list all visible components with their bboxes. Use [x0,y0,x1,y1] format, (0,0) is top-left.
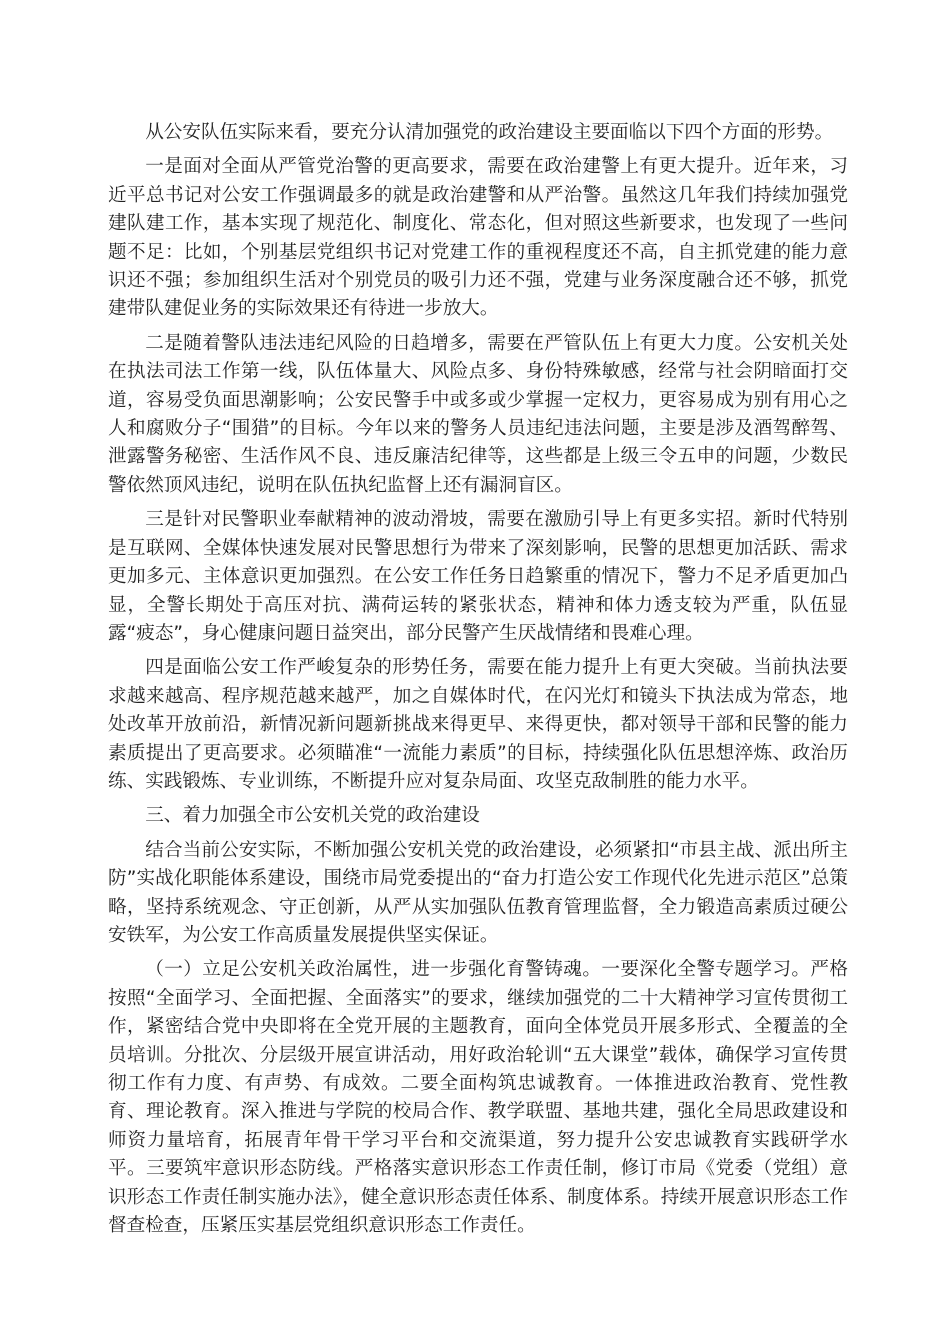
paragraph-subsection-1: （一）立足公安机关政治属性，进一步强化育警铸魂。一要深化全警专题学习。严格按照“全面学习、全面把握、全面落实”的要求，继续加强党的二十大精神学习宣传贯彻工作，紧密结合党中央即将在全党开展的主题教育，面向全体党员开展多形式、全覆盖的全员培训。分批次、分层级开展宣讲活动，用好政治轮训“五大课堂”载体，确保学习宣传贯彻工作有力度、有声势、有成效。二要全面构筑忠诚教育。一体推进政治教育、党性教育、理论教育。深入推进与学院的校局合作、教学联盟、基地共建，强化全局思政建设和师资力量培育，拓展青年骨干学习平台和交流渠道，努力提升公安忠诚教育实践研学水平。三要筑牢意识形态防线。严格落实意识形态工作责任制，修订市局《党委（党组）意识形态工作责任制实施办法》，健全意识形态责任体系、制度体系。持续开展意识形态工作督查检查，压紧压实基层党组织意识形态工作责任。 [108,959,848,1237]
paragraph-intro: 从公安队伍实际来看，要充分认清加强党的政治建设主要面临以下四个方面的形势。 [145,122,834,143]
paragraph-point-1: 一是面对全面从严管党治警的更高要求，需要在政治建警上有更大提升。近年来，习近平总书记对公安工作强调最多的就是政治建警和从严治警。虽然这几年我们持续加强党建队建工作，基本实现了规范化、制度化、常态化，但对照这些新要求，也发现了一些问题不足：比如，个别基层党组织书记对党建工作的重视程度还不高，自主抓党建的能力意识还不强；参加组织生活对个别党员的吸引力还不强，党建与业务深度融合还不够，抓党建带队建促业务的实际效果还有待进一步放大。 [108,156,848,320]
section-heading-3: 三、着力加强全市公安机关党的政治建设 [145,805,480,827]
paragraph-point-4: 四是面临公安工作严峻复杂的形势任务，需要在能力提升上有更大突破。当前执法要求越来越高、程序规范越来越严，加之自媒体时代，在闪光灯和镜头下执法成为常态，地处改革开放前沿，新情况新问题新挑战来得更早、来得更快，都对领导干部和民警的能力素质提出了更高要求。必须瞄准“一流能力素质”的目标，持续强化队伍思想淬炼、政治历练、实践锻炼、专业训练，不断提升应对复杂局面、攻坚克敌制胜的能力水平。 [108,657,848,792]
paragraph-point-2: 二是随着警队违法违纪风险的日趋增多，需要在严管队伍上有更大力度。公安机关处在执法司法工作第一线，队伍体量大、风险点多、身份特殊敏感，经常与社会阴暗面打交道，容易受负面思潮影响；公安民警手中或多或少掌握一定权力，更容易成为别有用心之人和腐败分子“围猎”的目标。今年以来的警务人员违纪违法问题，主要是涉及酒驾醉驾、泄露警务秘密、生活作风不良、违反廉洁纪律等，这些都是上级三令五申的问题，少数民警依然顶风违纪，说明在队伍执纪监督上还有漏洞盲区。 [108,332,848,496]
paragraph-section-intro: 结合当前公安实际，不断加强公安机关党的政治建设，必须紧扣“市县主战、派出所主防”实战化职能体系建设，围绕市局党委提出的“奋力打造公安工作现代化先进示范区”总策略，坚持系统观念、守正创新，从严从实加强队伍教育管理监督，全力锻造高素质过硬公安铁军，为公安工作高质量发展提供坚实保证。 [108,839,848,946]
paragraph-point-3: 三是针对民警职业奉献精神的波动滑坡，需要在激励引导上有更多实招。新时代特别是互联网、全媒体快速发展对民警思想行为带来了深刻影响，民警的思想更加活跃、需求更加多元、主体意识更加强烈。在公安工作任务日趋繁重的情况下，警力不足矛盾更加凸显，全警长期处于高压对抗、满荷运转的紧张状态，精神和体力透支较为严重，队伍显露“疲态”，身心健康问题日益突出，部分民警产生厌战情绪和畏难心理。 [108,509,848,644]
document-body [108,119,848,1246]
